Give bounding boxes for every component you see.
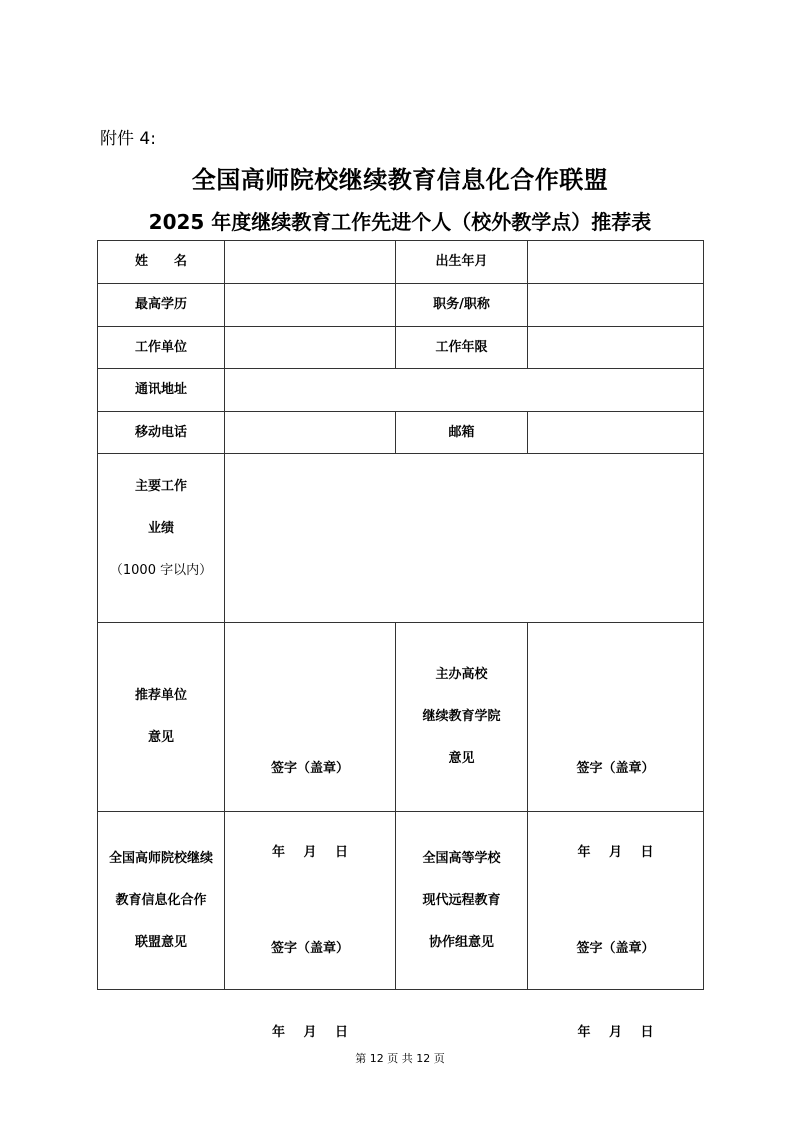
email-label: 邮箱 xyxy=(396,412,528,454)
email-field[interactable] xyxy=(528,412,704,454)
recommender-label-2: 意见 xyxy=(147,730,174,745)
education-label: 最高学历 xyxy=(98,284,225,327)
work-unit-label: 工作单位 xyxy=(98,327,225,369)
group-label-2: 现代远程教育 xyxy=(422,892,501,908)
address-field[interactable] xyxy=(225,369,704,412)
birth-field[interactable] xyxy=(528,241,704,284)
group-label-3: 协作组意见 xyxy=(428,934,494,950)
group-label-1: 全国高等学校 xyxy=(422,850,501,866)
alliance-label-1: 全国高师院校继续 xyxy=(108,850,213,866)
recommendation-form xyxy=(97,240,704,1040)
education-field[interactable] xyxy=(225,284,396,327)
host-label-cell xyxy=(396,623,528,812)
phone-field[interactable] xyxy=(225,412,396,454)
position-label: 职务/职称 xyxy=(396,284,528,327)
alliance-label-3: 联盟意见 xyxy=(134,934,187,950)
phone-label: 移动电话 xyxy=(98,412,225,454)
page-title: 全国高师院校继续教育信息化合作联盟 xyxy=(191,166,609,194)
group-label-cell xyxy=(396,812,528,990)
host-label-1: 主办高校 xyxy=(435,667,488,682)
achievements-field[interactable] xyxy=(225,454,704,623)
host-date-label: 年 月 日 xyxy=(577,845,654,860)
host-label-2: 继续教育学院 xyxy=(422,709,501,724)
recommender-label-1: 推荐单位 xyxy=(134,688,187,703)
work-years-field[interactable] xyxy=(528,327,704,369)
attachment-label: 附件 4: xyxy=(100,129,156,149)
recommender-signature-label: 签字（盖章） xyxy=(270,761,349,776)
alliance-label-cell xyxy=(98,812,225,990)
alliance-signature-label: 签字（盖章） xyxy=(270,940,349,956)
group-signature-label: 签字（盖章） xyxy=(576,940,655,956)
work-unit-field[interactable] xyxy=(225,327,396,369)
host-label-3: 意见 xyxy=(448,751,475,766)
name-label: 姓 名 xyxy=(98,241,225,284)
achievements-label-2: 业绩 xyxy=(147,521,174,536)
achievements-label-1: 主要工作 xyxy=(134,479,187,494)
achievements-label-cell xyxy=(98,454,225,623)
host-signature-label: 签字（盖章） xyxy=(576,761,655,776)
work-years-label: 工作年限 xyxy=(396,327,528,369)
recommender-signature-cell[interactable] xyxy=(225,623,396,860)
group-date-label: 年 月 日 xyxy=(577,1024,654,1040)
group-signature-cell[interactable] xyxy=(528,812,704,1040)
achievements-note: （1000 字以内） xyxy=(109,563,213,578)
alliance-label-2: 教育信息化合作 xyxy=(115,892,207,908)
recommender-date-label: 年 月 日 xyxy=(271,845,349,860)
birth-label: 出生年月 xyxy=(396,241,528,284)
address-label: 通讯地址 xyxy=(98,369,225,412)
alliance-signature-cell[interactable] xyxy=(225,812,396,1040)
host-signature-cell[interactable] xyxy=(528,623,704,860)
recommender-label-cell xyxy=(98,623,225,812)
position-field[interactable] xyxy=(528,284,704,327)
name-field[interactable] xyxy=(225,241,396,284)
alliance-date-label: 年 月 日 xyxy=(271,1024,349,1040)
page-subtitle: 2025 年度继续教育工作先进个人（校外教学点）推荐表 xyxy=(148,210,652,234)
page-footer: 第 12 页 共 12 页 xyxy=(355,1052,445,1065)
